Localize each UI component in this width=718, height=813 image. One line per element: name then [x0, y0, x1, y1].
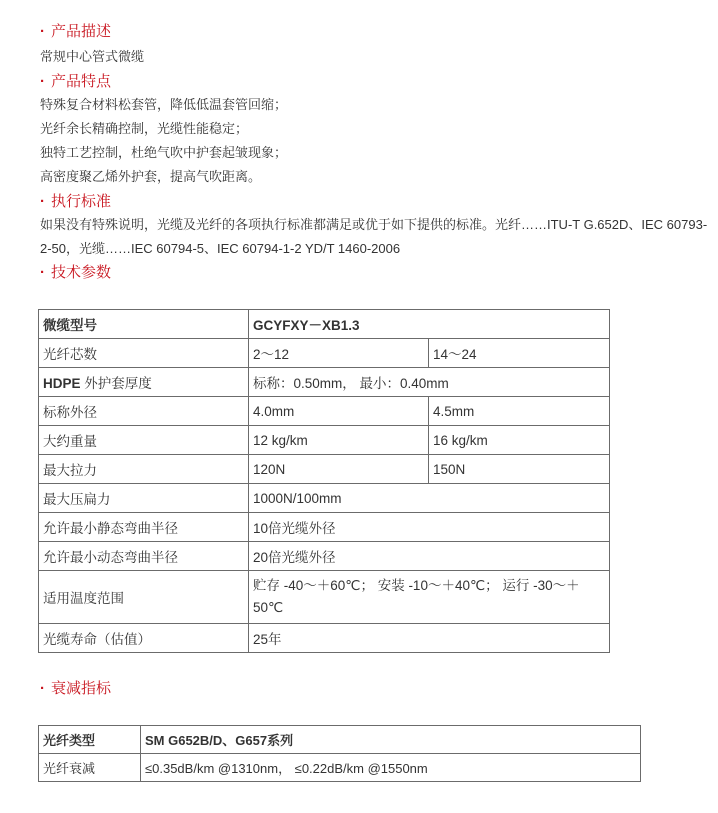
- section-title: 产品特点: [51, 73, 112, 90]
- bullet: ·: [40, 193, 45, 210]
- section-heading-attenuation: [40, 679, 111, 699]
- spec-value: 标称：0.50mm， 最小：0.40mm: [249, 368, 610, 397]
- spec-label-rest: 外护套厚度: [80, 376, 152, 391]
- spec-value: 16 kg/km: [429, 426, 610, 455]
- table-row: [39, 571, 610, 624]
- spec-label: 大约重量: [39, 426, 249, 455]
- table-row: [39, 726, 641, 754]
- spec-label: 光缆寿命（估值）: [39, 624, 249, 653]
- spec-value: 25年: [249, 624, 610, 653]
- table-row: [39, 310, 610, 339]
- bullet: ·: [40, 73, 45, 90]
- section-title: 执行标准: [51, 193, 112, 210]
- section-title: 衰减指标: [51, 680, 112, 697]
- section-title: 技术参数: [51, 264, 112, 281]
- section-heading-tech-params: [40, 263, 111, 283]
- section-heading-description: [40, 22, 111, 42]
- spec-value: 120N: [249, 455, 429, 484]
- section-heading-standards: [40, 192, 111, 212]
- spec-value: 10倍光缆外径: [249, 513, 610, 542]
- spec-value: 2～12: [249, 339, 429, 368]
- spec-value: GCYFXY－XB1.3: [249, 310, 610, 339]
- spec-table: [38, 309, 610, 653]
- attenuation-label: 光纤衰减: [39, 754, 141, 782]
- attenuation-value: ≤0.35dB/km @1310nm， ≤0.22dB/km @1550nm: [141, 754, 641, 782]
- spec-value: 12 kg/km: [249, 426, 429, 455]
- section-title: 产品描述: [51, 23, 112, 40]
- table-row: [39, 455, 610, 484]
- table-row: [39, 542, 610, 571]
- feature-item: 光纤余长精确控制，光缆性能稳定；: [40, 121, 249, 136]
- spec-label: 微缆型号: [39, 310, 249, 339]
- bullet: ·: [40, 680, 45, 697]
- spec-label: 标称外径: [39, 397, 249, 426]
- spec-value: 4.5mm: [429, 397, 610, 426]
- table-row: [39, 513, 610, 542]
- spec-value: 1000N/100mm: [249, 484, 610, 513]
- feature-item: 高密度聚乙烯外护套，提高气吹距离。: [40, 169, 262, 184]
- section-heading-features: [40, 72, 111, 92]
- spec-label: 允许最小静态弯曲半径: [39, 513, 249, 542]
- spec-label: 允许最小动态弯曲半径: [39, 542, 249, 571]
- description-text: 常规中心管式微缆: [40, 49, 145, 64]
- spec-label: 适用温度范围: [39, 571, 249, 624]
- spec-label: 光纤芯数: [39, 339, 249, 368]
- spec-value: 14～24: [429, 339, 610, 368]
- table-row: [39, 484, 610, 513]
- attenuation-header-value: SM G652B/D、G657系列: [141, 726, 641, 754]
- spec-value: 150N: [429, 455, 610, 484]
- spec-label: 最大压扁力: [39, 484, 249, 513]
- table-row: [39, 754, 641, 782]
- spec-value: 4.0mm: [249, 397, 429, 426]
- bullet: ·: [40, 264, 45, 281]
- spec-label: [39, 368, 249, 397]
- attenuation-header-label: 光纤类型: [39, 726, 141, 754]
- spec-value: 贮存 -40～＋60℃； 安装 -10～＋40℃； 运行 -30～＋50℃: [249, 571, 610, 624]
- table-row: [39, 368, 610, 397]
- table-row: [39, 426, 610, 455]
- spec-value: 20倍光缆外径: [249, 542, 610, 571]
- spec-label-bold: HDPE: [43, 376, 81, 391]
- table-row: [39, 339, 610, 368]
- feature-item: 特殊复合材料松套管，降低低温套管回缩；: [40, 97, 288, 112]
- bullet: ·: [40, 23, 45, 40]
- feature-item: 独特工艺控制，杜绝气吹中护套起皱现象；: [40, 145, 288, 160]
- spec-label: 最大拉力: [39, 455, 249, 484]
- table-row: [39, 397, 610, 426]
- table-row: [39, 624, 610, 653]
- standards-text: 如果没有特殊说明，光缆及光纤的各项执行标准都满足或优于如下提供的标准。光纤……ITU-T G.652D、IEC 60793-2-50，光缆……IEC 60794-5、IEC 60794-1-2 YD/T 1460-2006: [40, 217, 708, 256]
- attenuation-table: [38, 725, 641, 782]
